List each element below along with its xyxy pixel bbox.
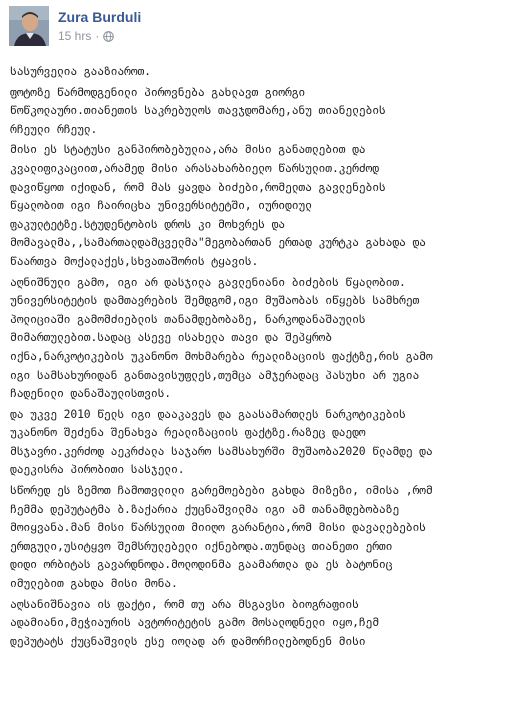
post-text-line: დაეკისრა პირობითი სასჯელი. bbox=[10, 462, 185, 477]
post-text-line: სასურველია გააზიაროთ. bbox=[10, 64, 151, 78]
post-text-line: წაართვა მოქალაქეს,სხვათაშორის ტყავის. bbox=[10, 253, 259, 268]
post-text-line: მიმართულებით.სადაც ასევე ისახელა თავი და შეპყრობ bbox=[10, 330, 332, 345]
post-text bbox=[10, 62, 510, 650]
post-text-line: იგი სამსახურიდან განთავისუფლეს,თუმცა ამჯერადაც პასუხი არ უგია bbox=[10, 367, 420, 382]
post-text-line: იმულებით გახდა მისი მონა. bbox=[10, 576, 178, 591]
globe-icon[interactable] bbox=[103, 31, 114, 42]
profile-photo-icon bbox=[9, 6, 49, 46]
post-text-line: აღსანიშნავია ის ფაქტი, რომ თუ არა მსგავსი ბიოგრაფიის bbox=[10, 596, 359, 611]
post-text-line: ჩემმა დეპუტატმა ბ.ზაქარია ქუცნაშვილმა იგი ამ თანამდებობაზე bbox=[10, 501, 400, 516]
post-header bbox=[8, 6, 502, 50]
post-timestamp[interactable]: 15 hrs bbox=[58, 29, 92, 43]
post-text-line: წოწკოლაური.თიანეთის საკრებულოს თავჯდომარე,ანუ თიანელების bbox=[10, 103, 386, 118]
author-avatar[interactable] bbox=[9, 6, 49, 46]
post-text-line: აღნიშნული გამო, იგი არ დასჯილა გავლენიანი ბიძების წყალობით. bbox=[10, 274, 406, 289]
post-text-line: და უკვე 2010 წელს იგი დააკავეს და გაასამართლეს ნარკოტიკების bbox=[10, 406, 406, 421]
post-text-line: უნივერსიტეტის დამთავრების შემდგომ,იგი მუშაობას იწყებს სამხრეთ bbox=[10, 293, 420, 308]
post-text-line: ჩადენილი დანაშაულისთვის. bbox=[10, 386, 171, 401]
post-text-line: რჩეული რჩეულ. bbox=[10, 121, 98, 136]
post-text-line: დეპუტატს ქუცნაშვილს ესე იოლად არ დამორჩილებოდნენ მისი bbox=[10, 633, 366, 648]
post-text-line: დიდი ორბიტას გავარდნოდა.მოლოდინმა გაამართლა და ეს ბატონიც bbox=[10, 557, 393, 572]
post-text-line: პოლიციაში გამომძიებლის თანამდებობაზე, ნარკოდანაშაულის bbox=[10, 311, 366, 326]
post-text-line: სწორედ ეს ზემოთ ჩამოთვლილი გარემოებები გახდა მიზეზი, იმისა ,რომ bbox=[10, 483, 433, 498]
post-text-line: მოიყვანა.მან მისი წარსულით მიიღო გარანტია,რომ მისი დავალებების bbox=[10, 520, 426, 535]
post-text-line: კვალიფიკაციით,არამედ მისი არასახარბიელო წარსულით.კერძოდ bbox=[10, 160, 379, 175]
post-text-line: მსჯავრი.კერძოდ აეკრძალა საჯარო სამსახურში მუშაობა2020 წლამდე და bbox=[10, 443, 433, 458]
meta-separator: · bbox=[95, 29, 100, 43]
post-text-line: უკანონო შეძენა შენახვა რეალიზაციის ფაქტზე.რაზეც დაედო bbox=[10, 425, 366, 440]
post-text-line: ფოტოზე წარმოდგენილი პიროვნება გახლავთ გიორგი bbox=[10, 84, 306, 99]
post-text-line: ერთგული,უსიტყვო შემსრულებელი იქნებოდა.თუნდაც თიანეთი ერთი bbox=[10, 538, 393, 553]
post-meta bbox=[58, 29, 114, 43]
post-text-line: ფაკულტეტზე.სტუდენტობის დროს კი მოხვრეს და bbox=[10, 216, 286, 231]
post-text-line: დავიწყოთ იქიდან, რომ მას ყავდა ბიძები,რომელთა გავლენების bbox=[10, 179, 386, 194]
post-text-line: წყალობით იგი ჩაირიცხა უნივერსიტეტში, იურიდიულ bbox=[10, 198, 312, 213]
post-text-line: იქნა,ნარკოტიკების უკანონო მოხმარება რეალიზაციის ფაქტზე,რის გამო bbox=[10, 348, 433, 363]
post-text-line: ადამიანი,მეჭიაურის ავტორიტეტის გამო მოსალოდნელი იყო,ჩემ bbox=[10, 615, 379, 630]
post-text-line: მომავალმა,,სამართალდამცველმა"მეგობართან ერთად კურტკა გახადა და bbox=[10, 235, 426, 250]
author-name-link[interactable]: Zura Burduli bbox=[58, 9, 142, 25]
post-text-line: მისი ეს სტატუსი განპირობებულია,არა მისი განათლებით და bbox=[10, 142, 366, 157]
